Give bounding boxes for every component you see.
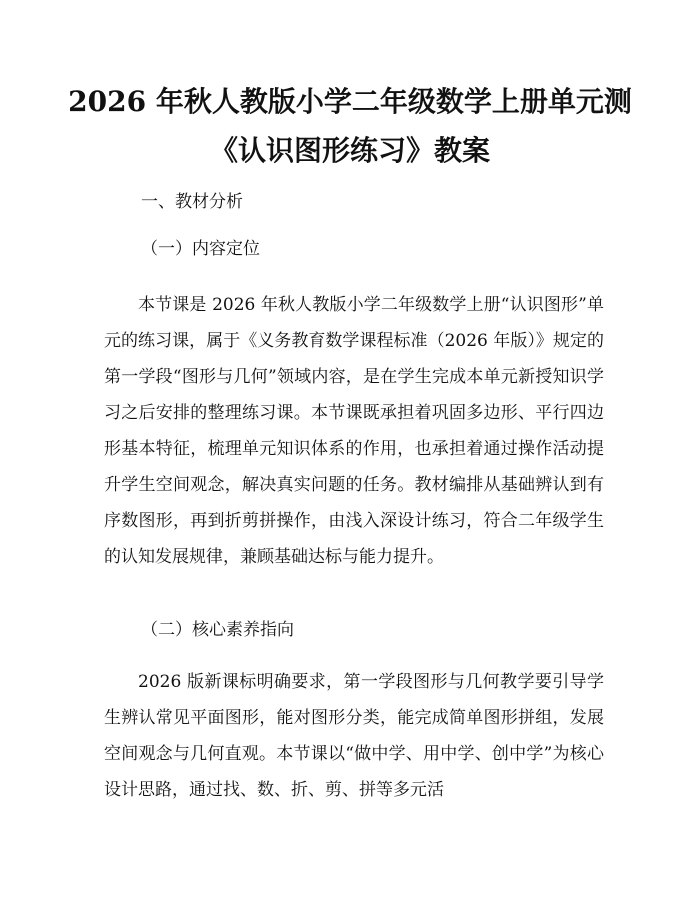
document-title-line-1: 2026 年秋人教版小学二年级数学上册单元测 [68,85,632,118]
document-title-line-2: 《认识图形练习》教案 [209,134,490,167]
section-heading-teaching-material-analysis: 一、教材分析 [141,192,243,212]
paragraph-content-positioning: 本节课是 2026 年秋人教版小学二年级数学上册“认识图形”单元的练习课，属于《义务教育数学课程标准（2026 年版）》规定的第一学段“图形与几何”领域内容，是在学生完成本单元新授知识学习之后安排的整理练习课。本节课既承担着巩固多边形、平行四边形基本特征，梳理单元知识体系的作用，也承担着通过操作活动提升学生空间观念，解决真实问题的任务。教材编排从基础辨认到有序数图形，再到折剪拼操作，由浅入深设计练习，符合二年级学生的认知发展规律，兼顾基础达标与能力提升。 [104,295,604,567]
subsection-heading-content-positioning: （一）内容定位 [141,239,260,259]
paragraph-core-literacy: 2026 版新课标明确要求，第一学段图形与几何教学要引导学生辨认常见平面图形，能对图形分类，能完成简单图形拼组，发展空间观念与几何直观。本节课以“做中学、用中学、创中学”为核心设计思路，通过找、数、折、剪、拼等多元活 [104,672,604,800]
subsection-heading-core-literacy: （二）核心素养指向 [141,620,294,640]
